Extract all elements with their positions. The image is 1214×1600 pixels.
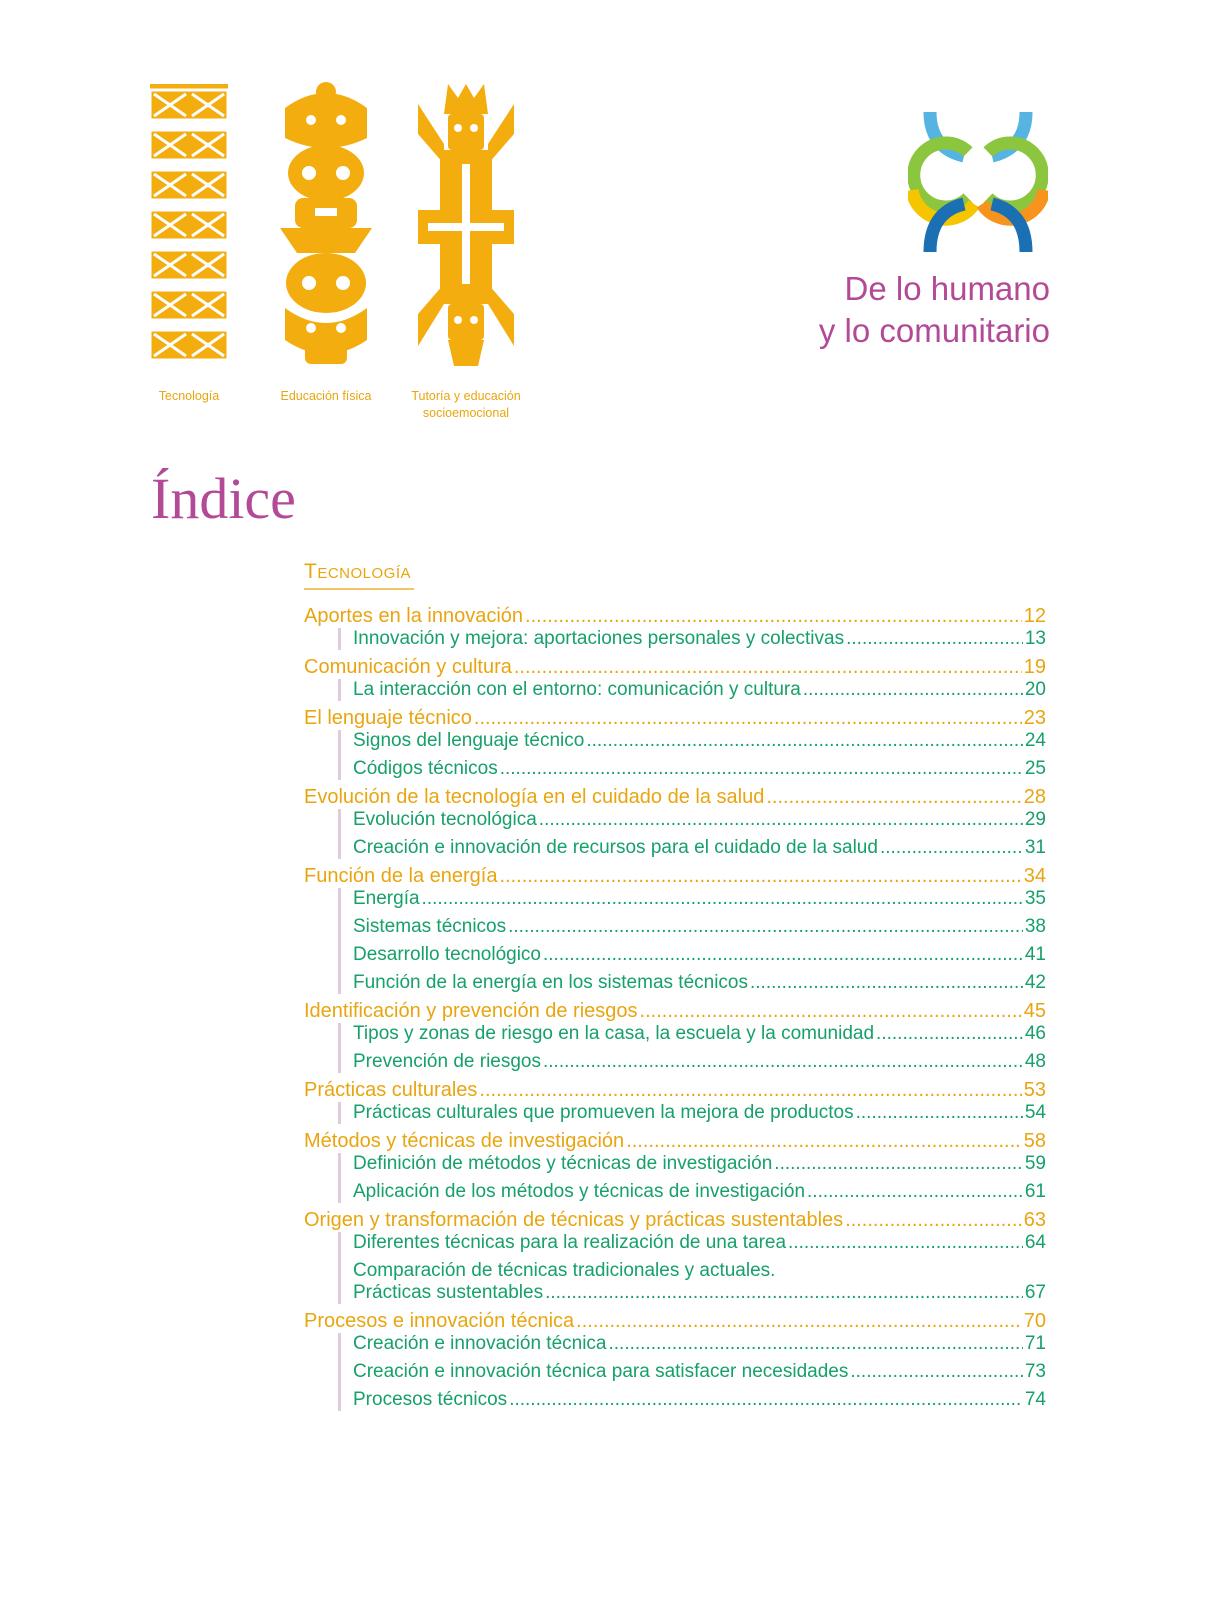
toc-chapter [304,1209,1046,1304]
toc-subtopic-entry[interactable] [353,679,1046,701]
toc-page-number: 74 [1024,1389,1046,1410]
toc-subtopic-entry[interactable] [353,1051,1046,1073]
toc-page-number: 70 [1023,1310,1046,1332]
toc-subtopic-title: Aplicación de los métodos y técnicas de investigación [353,1181,806,1202]
toc-chapter [304,707,1046,780]
toc-chapter-title: Origen y transformación de técnicas y prácticas sustentables [304,1209,844,1231]
toc-chapter [304,865,1046,994]
toc-page-number: 35 [1024,888,1046,909]
toc-subtopic-title: Desarrollo tecnológico [353,944,541,965]
toc-page-number: 42 [1024,972,1046,993]
tecnologia-glyph-icon [150,84,228,366]
toc-leader-dots [543,1051,1023,1073]
toc-subtopic-entry[interactable] [353,888,1046,910]
toc-leader-dots [545,1282,1023,1304]
toc-subtopics [338,628,1046,650]
toc-chapter-entry[interactable] [304,707,1046,730]
toc-page-number: 20 [1024,679,1046,700]
toc-subtopic-entry[interactable] [353,730,1046,752]
toc-subtopic-title: La interacción con el entorno: comunicación y cultura [353,679,801,700]
toc-page-number: 24 [1024,730,1046,751]
section-heading: Tecnología [304,560,412,583]
toc-subtopics [338,1232,1046,1304]
toc-leader-dots [640,1000,1022,1023]
toc-chapter-title: Función de la energía [304,865,498,887]
toc-chapter [304,1000,1046,1073]
toc-leader-dots [788,1232,1023,1254]
toc-leader-dots [766,786,1021,809]
toc-chapter-entry[interactable] [304,1310,1046,1333]
toc-subtopic-entry[interactable] [353,1389,1046,1411]
toc-subtopic-title: Sistemas técnicos [353,916,507,937]
toc-leader-dots [509,1389,1023,1411]
toc-leader-dots [514,656,1022,679]
toc-subtopic-title: Prevención de riesgos [353,1051,541,1072]
toc-subtopic-title: Definición de métodos y técnicas de investigación [353,1153,773,1174]
toc-subtopics [338,888,1046,994]
toc-chapter-title: Métodos y técnicas de investigación [304,1130,625,1152]
toc-page-number: 46 [1024,1023,1046,1044]
toc-chapter-title: Identificación y prevención de riesgos [304,1000,638,1022]
toc-subtopics [338,1102,1046,1124]
toc-chapter-entry[interactable] [304,1079,1046,1102]
toc-chapter [304,605,1046,650]
toc-chapter [304,1079,1046,1124]
toc-chapter-entry[interactable] [304,786,1046,809]
toc-subtopic-entry[interactable] [353,1102,1046,1124]
toc-page-number: 23 [1023,707,1046,729]
toc-page-number: 71 [1024,1333,1046,1354]
toc-page-number: 64 [1024,1232,1046,1253]
toc-chapter-title: Comunicación y cultura [304,656,512,678]
toc-page-number: 25 [1024,758,1046,779]
toc-leader-dots [500,758,1023,780]
tutoria-glyph-icon [418,84,514,366]
toc-subtopic-title: Códigos técnicos [353,758,498,779]
toc-page-number: 61 [1024,1181,1046,1202]
toc-subtopic-title: Creación e innovación de recursos para el cuidado de la salud [353,837,878,858]
toc-leader-dots [474,707,1022,730]
toc-subtopic-title: Signos del lenguaje técnico [353,730,585,751]
toc-leader-dots [845,1209,1022,1232]
toc-subtopic-entry[interactable] [353,1232,1046,1254]
toc-chapter-entry[interactable] [304,656,1046,679]
toc-leader-dots [856,1102,1023,1124]
toc-leader-dots [807,1181,1023,1203]
toc-subtopic-title: Comparación de técnicas tradicionales y actuales. [353,1260,776,1281]
toc-subtopic-title: Creación e innovación técnica para satisfacer necesidades [353,1361,849,1382]
toc-leader-dots [525,605,1022,628]
toc-chapter [304,1310,1046,1411]
toc-page-number: 59 [1024,1153,1046,1174]
toc-leader-dots [422,888,1023,910]
toc-subtopic-entry[interactable] [353,1153,1046,1175]
toc-subtopic-entry[interactable] [353,916,1046,938]
toc-subtopic-entry[interactable] [353,809,1046,831]
toc-leader-dots [876,1023,1023,1045]
toc-chapter [304,1130,1046,1203]
toc-subtopics [338,1153,1046,1203]
toc-chapter-entry[interactable] [304,605,1046,628]
toc-chapter-title: El lenguaje técnico [304,707,472,729]
toc-page-number: 31 [1024,837,1046,858]
toc-chapter [304,786,1046,859]
toc-subtopic-title: Procesos técnicos [353,1389,508,1410]
toc-subtopic-entry[interactable] [353,1260,1046,1304]
toc-leader-dots [803,679,1023,701]
toc-chapter-entry[interactable] [304,865,1046,888]
toc-chapter-title: Evolución de la tecnología en el cuidado de la salud [304,786,765,808]
toc-subtopics [338,1023,1046,1073]
toc-leader-dots [586,730,1023,752]
toc-subtopic-title: Innovación y mejora: aportaciones personales y colectivas [353,628,845,649]
educacion-fisica-glyph-icon [275,78,377,368]
toc-page-number: 48 [1024,1051,1046,1072]
toc-subtopics [338,679,1046,701]
toc-leader-dots [846,628,1023,650]
toc-leader-dots [626,1130,1022,1153]
toc-subtopic-title: Prácticas culturales que promueven la mejora de productos [353,1102,854,1123]
campo-formativo-logo-icon [908,108,1048,261]
toc-page-number: 67 [1024,1282,1046,1303]
section-heading-underline [304,588,414,590]
toc-subtopic-entry[interactable] [353,1023,1046,1045]
toc-leader-dots [609,1333,1023,1355]
toc-subtopic-title-cont: Prácticas sustentables [353,1282,544,1303]
toc-subtopic-title: Creación e innovación técnica [353,1333,607,1354]
toc-chapter-entry[interactable] [304,1130,1046,1153]
toc-page-number: 19 [1023,656,1046,678]
toc-page-number: 45 [1023,1000,1046,1022]
field-title-line1: De lo humano [844,270,1050,307]
toc-chapter-title: Prácticas culturales [304,1079,478,1101]
toc-page-number: 73 [1024,1361,1046,1382]
toc-subtopics [338,730,1046,780]
toc-subtopic-entry[interactable] [353,1181,1046,1203]
toc-subtopic-entry[interactable] [353,758,1046,780]
toc-subtopics [338,1333,1046,1411]
toc-leader-dots [576,1310,1022,1333]
glyph-label-tecnologia: Tecnología [158,389,220,403]
toc-leader-dots [850,1361,1023,1383]
toc-leader-dots [539,809,1023,831]
toc-page-number: 13 [1024,628,1046,649]
toc-chapter-title: Aportes en la innovación [304,605,524,627]
toc-subtopic-title: Función de la energía en los sistemas técnicos [353,972,748,993]
table-of-contents [304,605,1046,1417]
toc-page-number: 12 [1023,605,1046,627]
campo-formativo-title [819,268,1050,352]
toc-subtopic-title: Tipos y zonas de riesgo en la casa, la escuela y la comunidad [353,1023,875,1044]
toc-page-number: 28 [1023,786,1046,808]
toc-subtopic-entry[interactable] [353,628,1046,650]
toc-chapter-title: Procesos e innovación técnica [304,1310,575,1332]
toc-leader-dots [750,972,1023,994]
field-title-line2: y lo comunitario [818,312,1050,349]
toc-page-number: 34 [1023,865,1046,887]
toc-leader-dots [880,837,1023,859]
toc-chapter [304,656,1046,701]
toc-leader-dots [499,865,1021,888]
toc-subtopic-title: Evolución tecnológica [353,809,537,830]
toc-subtopic-title: Energía [353,888,420,909]
toc-subtopic-entry[interactable] [353,944,1046,966]
toc-leader-dots [508,916,1023,938]
toc-chapter-entry[interactable] [304,1000,1046,1023]
toc-page-number: 63 [1023,1209,1046,1231]
toc-leader-dots [774,1153,1023,1175]
glyph-label-tutoria: Tutoría y educación socioemocional [411,389,521,420]
toc-page-number: 53 [1023,1079,1046,1101]
toc-page-number: 29 [1024,809,1046,830]
toc-leader-dots [479,1079,1021,1102]
toc-chapter-entry[interactable] [304,1209,1046,1232]
toc-subtopic-entry[interactable] [353,1361,1046,1383]
toc-subtopic-entry[interactable] [353,972,1046,994]
toc-page-number: 38 [1024,916,1046,937]
toc-subtopic-title: Diferentes técnicas para la realización de una tarea [353,1232,787,1253]
index-title: Índice [151,466,296,531]
toc-subtopics [338,809,1046,859]
toc-page-number: 54 [1024,1102,1046,1123]
toc-subtopic-entry[interactable] [353,1333,1046,1355]
toc-subtopic-entry[interactable] [353,837,1046,859]
toc-page-number: 41 [1024,944,1046,965]
toc-leader-dots [543,944,1023,966]
toc-page-number: 58 [1023,1130,1046,1152]
glyph-label-educacion-fisica: Educación física [280,389,372,403]
